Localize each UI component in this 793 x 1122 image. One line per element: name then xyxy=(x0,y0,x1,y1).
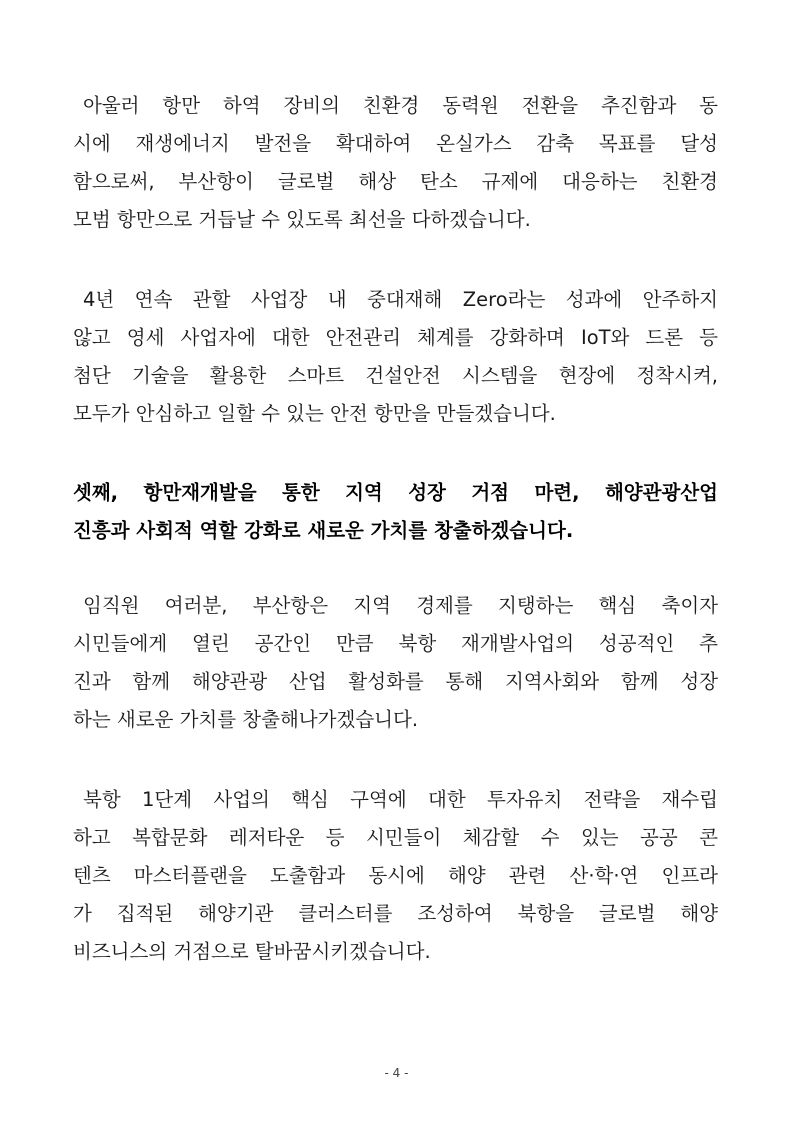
section-heading-third xyxy=(73,474,718,550)
heading-line: 진흥과 사회적 역할 강화로 새로운 가치를 창출하겠습니다. xyxy=(73,519,574,542)
text-line: 모두가 안심하고 일할 수 있는 안전 항만을 만들겠습니다. xyxy=(73,402,556,425)
text-line: 않고 영세 사업자에 대한 안전관리 체계를 강화하며 IoT와 드론 등 xyxy=(73,326,718,349)
text-line: 아울러 항만 하역 장비의 친환경 동력원 전환을 추진함과 동 xyxy=(83,94,718,117)
text-line: 비즈니스의 거점으로 탈바꿈시키겠습니다. xyxy=(73,940,431,963)
paragraph-north-port xyxy=(73,781,718,971)
paragraph-eco-port xyxy=(73,87,718,239)
text-line: 진과 함께 해양관광 산업 활성화를 통해 지역사회와 함께 성장 xyxy=(73,670,718,693)
text-line: 하고 복합문화 레저타운 등 시민들이 체감할 수 있는 공공 콘 xyxy=(73,826,718,849)
text-line: 임직원 여러분, 부산항은 지역 경제를 지탱하는 핵심 축이자 xyxy=(83,594,718,617)
paragraph-safety xyxy=(73,281,718,433)
page-number: - 4 - xyxy=(384,1066,409,1080)
text-line: 함으로써, 부산항이 글로벌 해상 탄소 규제에 대응하는 친환경 xyxy=(73,170,718,193)
text-line: 시에 재생에너지 발전을 확대하여 온실가스 감축 목표를 달성 xyxy=(73,132,718,155)
heading-line: 셋째, 항만재개발을 통한 지역 성장 거점 마련, 해양관광산업 xyxy=(73,481,718,504)
text-line: 시민들에게 열린 공간인 만큼 북항 재개발사업의 성공적인 추 xyxy=(73,632,718,655)
text-line: 4년 연속 관할 사업장 내 중대재해 Zero라는 성과에 안주하지 xyxy=(83,288,718,311)
paragraph-regional-value xyxy=(73,587,718,739)
text-line: 모범 항만으로 거듭날 수 있도록 최선을 다하겠습니다. xyxy=(73,208,531,231)
text-line: 하는 새로운 가치를 창출해나가겠습니다. xyxy=(73,708,419,731)
text-line: 첨단 기술을 활용한 스마트 건설안전 시스템을 현장에 정착시켜, xyxy=(73,364,718,387)
text-line: 가 집적된 해양기관 클러스터를 조성하여 북항을 글로벌 해양 xyxy=(73,902,718,925)
text-line: 텐츠 마스터플랜을 도출함과 동시에 해양 관련 산·학·연 인프라 xyxy=(73,864,718,887)
text-line: 북항 1단계 사업의 핵심 구역에 대한 투자유치 전략을 재수립 xyxy=(83,788,718,811)
